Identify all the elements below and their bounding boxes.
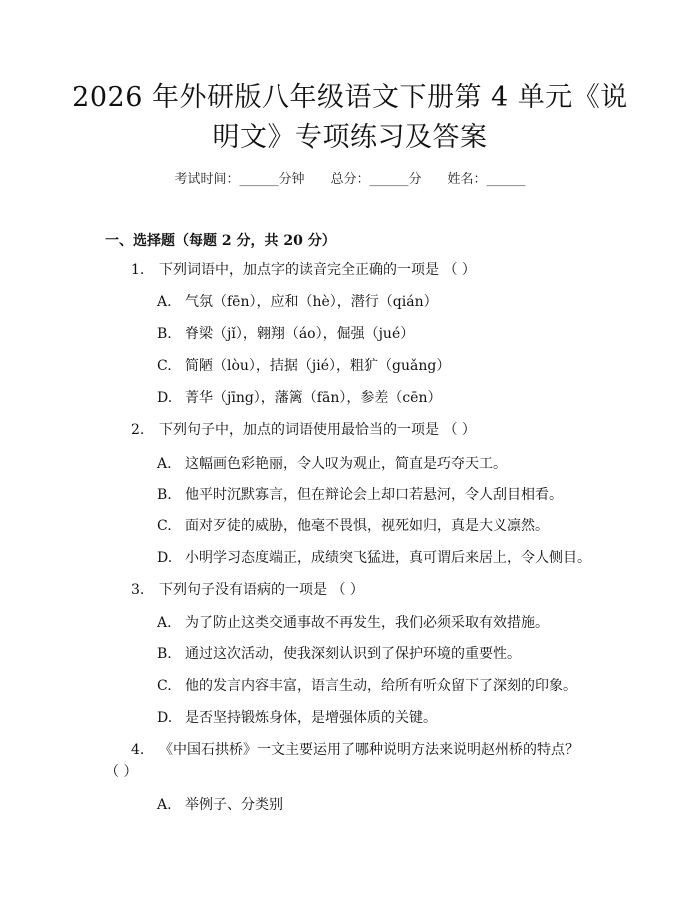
student-name: 姓名：______ — [447, 172, 526, 187]
option-letter: B. — [157, 646, 172, 662]
option-text: 小明学习态度端正，成绩突飞猛进，真可谓后来居上，令人侧目。 — [185, 550, 591, 566]
option-letter: A. — [157, 294, 172, 310]
option-text: 面对歹徒的威胁，他毫不畏惧，视死如归，真是大义凛然。 — [185, 518, 549, 534]
option-text: 脊梁（jǐ），翱翔（áo），倔强（jué） — [185, 326, 415, 342]
option-letter: D. — [157, 390, 173, 406]
option-text: 他的发言内容丰富，语言生动，给所有听众留下了深刻的印象。 — [185, 678, 577, 694]
question-text: 下列词语中，加点字的读音完全正确的一项是 （ ） — [159, 262, 476, 278]
question-1-option-d — [157, 389, 441, 407]
question-4-continuation: （ ） — [105, 764, 138, 780]
option-text: 是否坚持锻炼身体，是增强体质的关键。 — [185, 710, 437, 726]
question-number: 1. — [131, 262, 145, 278]
question-2-option-b — [157, 486, 563, 504]
option-letter: B. — [157, 326, 172, 342]
question-4 — [131, 741, 579, 759]
option-text: 这幅画色彩艳丽，令人叹为观止，简直是巧夺天工。 — [185, 456, 507, 472]
question-text: 下列句子没有语病的一项是 （ ） — [159, 582, 364, 598]
option-text: 通过这次活动，使我深刻认识到了保护环境的重要性。 — [185, 646, 521, 662]
option-letter: A. — [157, 456, 172, 472]
exam-info — [0, 168, 700, 187]
option-text: 为了防止这类交通事故不再发生，我们必须采取有效措施。 — [185, 615, 549, 631]
question-1-option-c — [157, 357, 450, 375]
question-2 — [131, 421, 476, 439]
question-4-option-a — [157, 796, 283, 814]
question-number: 4. — [131, 742, 145, 758]
option-letter: A. — [157, 615, 172, 631]
question-1-option-b — [157, 325, 414, 343]
question-number: 2. — [131, 422, 145, 438]
option-letter: D. — [157, 550, 173, 566]
title-line-1: 2026 年外研版八年级语文下册第 4 单元《说 — [72, 82, 628, 113]
option-letter: C. — [157, 518, 172, 534]
option-text: 菁华（jīng），藩篱（fān），参差（cēn） — [185, 390, 442, 406]
exam-time: 考试时间：______分钟 — [174, 172, 305, 187]
question-1 — [131, 261, 476, 279]
option-text: 简陋（lòu），拮据（jié），粗犷（guǎng） — [185, 358, 451, 374]
question-3-option-c — [157, 677, 577, 695]
question-2-option-a — [157, 455, 507, 473]
question-number: 3. — [131, 582, 145, 598]
title-line-2: 明文》专项练习及答案 — [212, 122, 488, 153]
section-heading: 一、选择题（每题 2 分，共 20 分） — [105, 233, 336, 249]
option-text: 气氛（fēn），应和（hè），潜行（qián） — [185, 294, 438, 310]
question-2-option-d — [157, 549, 591, 567]
option-letter: C. — [157, 358, 172, 374]
option-letter: C. — [157, 678, 172, 694]
option-letter: B. — [157, 487, 172, 503]
option-text: 他平时沉默寡言，但在辩论会上却口若悬河，令人刮目相看。 — [185, 487, 563, 503]
question-3-option-d — [157, 709, 437, 727]
question-3-option-b — [157, 645, 521, 663]
option-text: 举例子、分类别 — [185, 797, 283, 813]
question-2-option-c — [157, 517, 549, 535]
question-3 — [131, 581, 364, 599]
question-text: 下列句子中，加点的词语使用最恰当的一项是 （ ） — [159, 422, 476, 438]
option-letter: A. — [157, 797, 172, 813]
question-1-option-a — [157, 293, 438, 311]
question-text: 《中国石拱桥》一文主要运用了哪种说明方法来说明赵州桥的特点？ — [159, 742, 579, 758]
total-score: 总分：______分 — [330, 172, 422, 187]
option-letter: D. — [157, 710, 173, 726]
document-title — [60, 78, 640, 158]
question-3-option-a — [157, 614, 549, 632]
